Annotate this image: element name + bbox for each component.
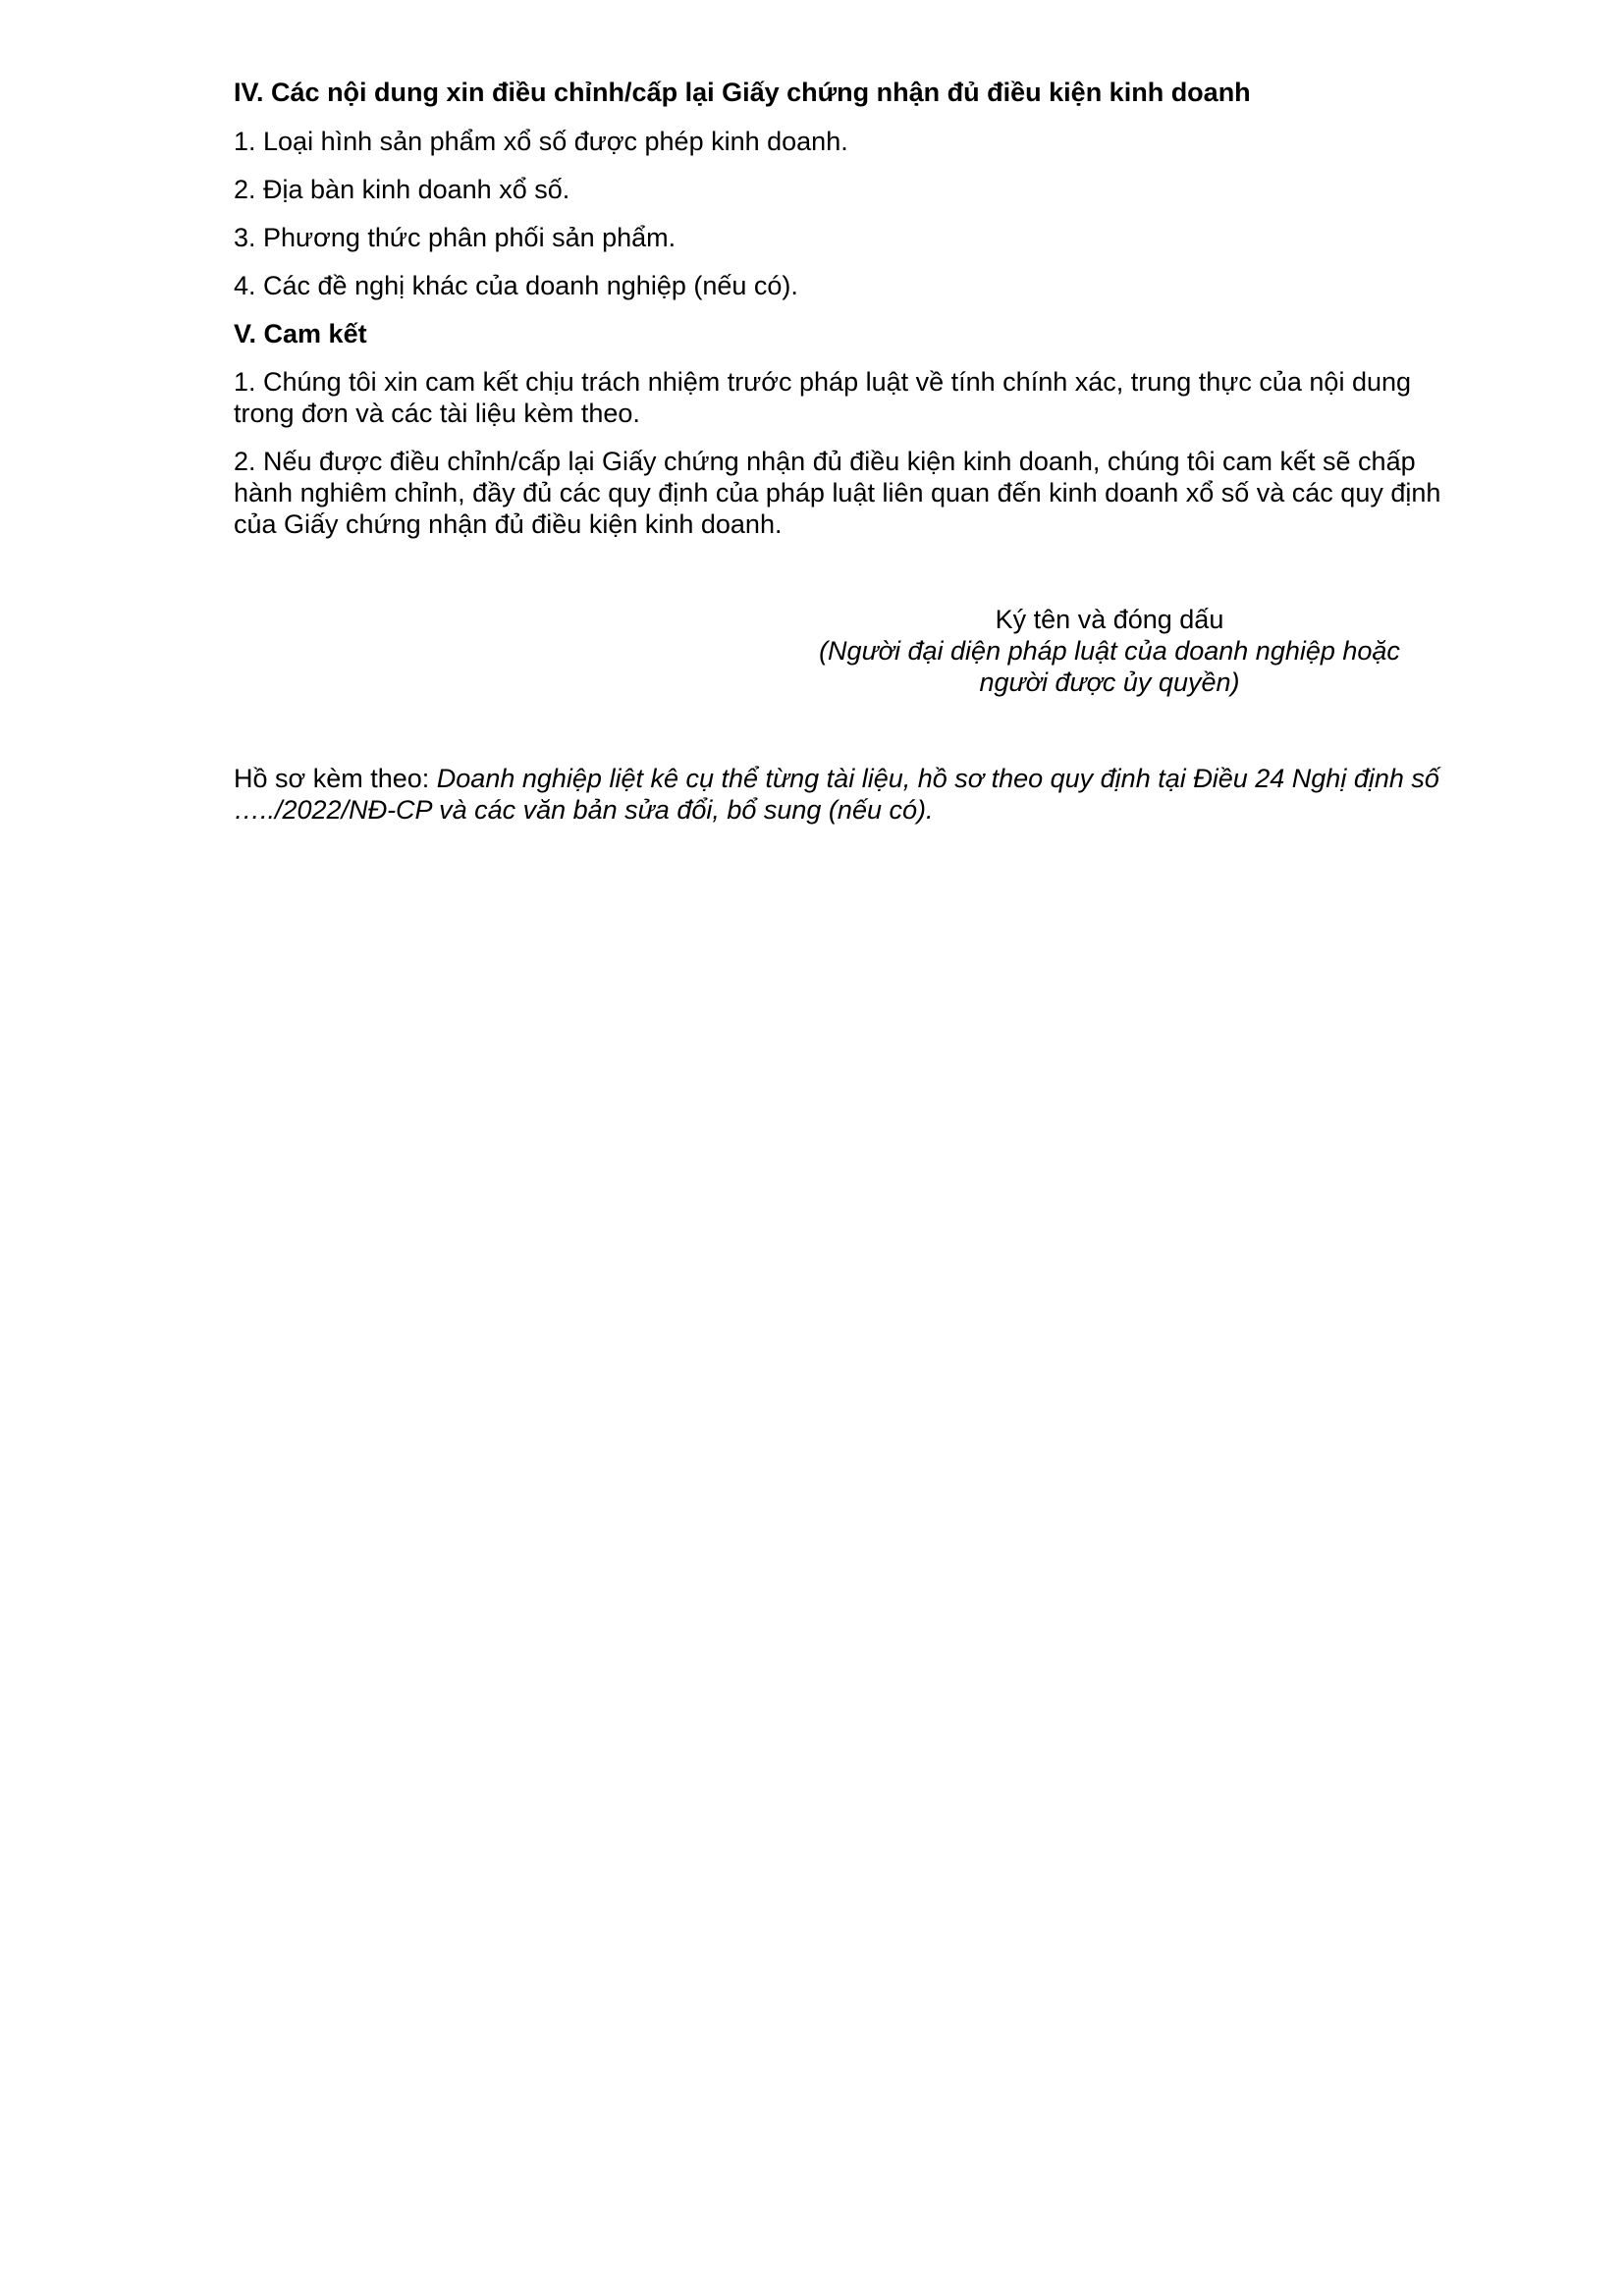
section-v-heading: V. Cam kết bbox=[234, 319, 367, 348]
document-body bbox=[234, 77, 1461, 540]
attachments-note bbox=[234, 763, 1461, 826]
signature-block bbox=[766, 604, 1453, 698]
section-iv-heading: IV. Các nội dung xin điều chỉnh/cấp lại Giấy chứng nhận đủ điều kiện kinh doanh bbox=[234, 78, 1251, 107]
signature-title: Ký tên và đóng dấu bbox=[995, 605, 1224, 634]
signature-subtitle-line1: (Người đại diện pháp luật của doanh nghiệp hoặc bbox=[819, 636, 1400, 666]
section-v-item-2: 2. Nếu được điều chỉnh/cấp lại Giấy chứng nhận đủ điều kiện kinh doanh, chúng tôi cam kết sẽ chấp hành nghiêm chỉnh, đầy đủ các quy định của pháp luật liên quan đến kinh doanh xổ số và các quy định của Giấy chứng nhận đủ điều kiện kinh doanh. bbox=[234, 447, 1441, 539]
attachments-text: Doanh nghiệp liệt kê cụ thể từng tài liệu, hồ sơ theo quy định tại Điều 24 Nghị định số …../2022/NĐ-CP và các văn bản sửa đổi, bổ sung (nếu có). bbox=[234, 764, 1439, 825]
section-iv-item-2: 2. Địa bàn kinh doanh xổ số. bbox=[234, 175, 570, 204]
section-iv-item-3: 3. Phương thức phân phối sản phẩm. bbox=[234, 223, 677, 252]
section-iv-item-4: 4. Các đề nghị khác của doanh nghiệp (nếu có). bbox=[234, 271, 798, 300]
section-iv-item-1: 1. Loại hình sản phẩm xổ số được phép kinh doanh. bbox=[234, 127, 848, 156]
signature-subtitle-line2: người được ủy quyền) bbox=[979, 667, 1240, 697]
attachments-label: Hồ sơ kèm theo: bbox=[234, 764, 437, 793]
section-v-item-1: 1. Chúng tôi xin cam kết chịu trách nhiệm trước pháp luật về tính chính xác, trung thực của nội dung trong đơn và các tài liệu kèm theo. bbox=[234, 367, 1412, 428]
